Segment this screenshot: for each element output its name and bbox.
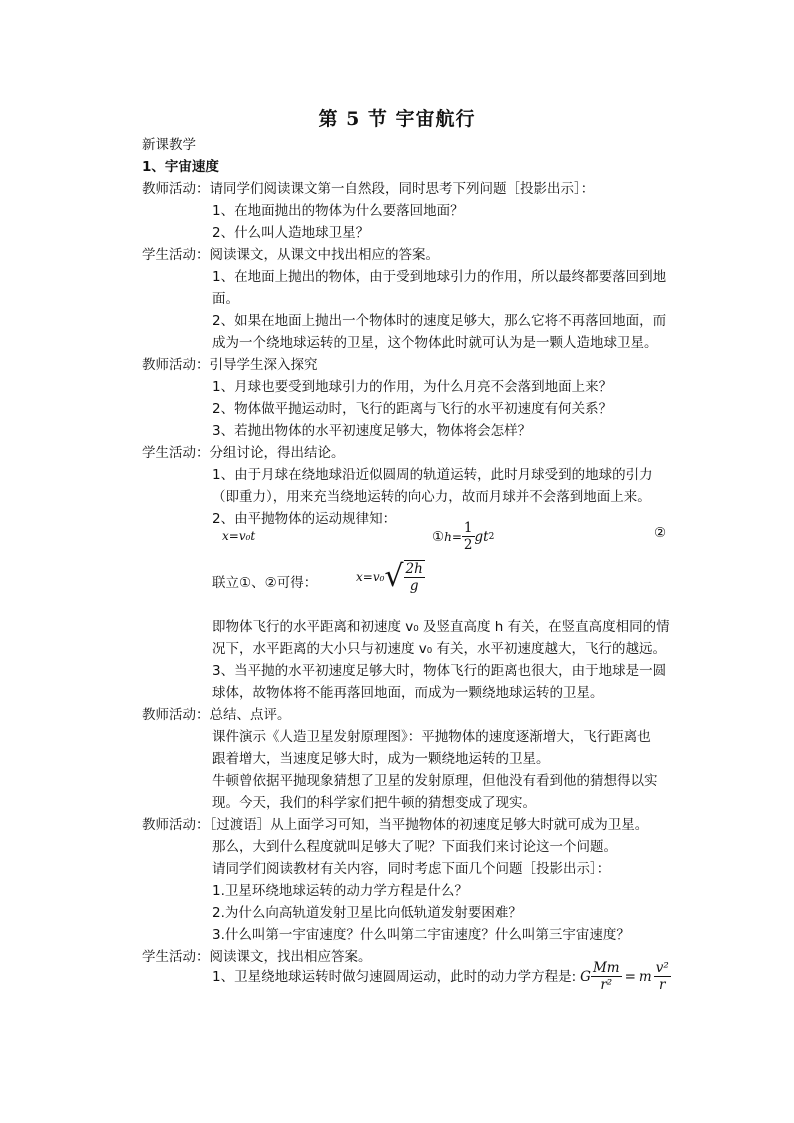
formula-x-sqrt <box>356 560 425 594</box>
teacher-activity: 教师活动：引导学生深入探究 <box>142 357 318 373</box>
paragraph-line: 那么，大到什么程度就叫足够大了呢？下面我们来讨论这一个问题。 <box>212 839 617 855</box>
equation-fraction-2 <box>654 960 671 993</box>
fraction-2-numerator: v² <box>655 960 669 976</box>
equation-g: G <box>580 968 591 985</box>
formula-marker-1: ① <box>432 528 445 545</box>
fraction-1-numerator: Mm <box>592 960 620 976</box>
student-activity: 学生活动：分组讨论，得出结论。 <box>142 445 345 461</box>
formula-fraction <box>462 520 475 553</box>
formula-gt: gt <box>474 528 489 545</box>
sqrt-body <box>404 560 425 594</box>
sqrt-fraction <box>404 561 425 594</box>
fraction-2-denominator: r <box>658 977 666 993</box>
question: 1.卫星环绕地球运转的动力学方程是什么？ <box>212 883 468 899</box>
formula-x-lhs: x=v₀ <box>356 570 385 584</box>
formula-h-lhs: h= <box>444 529 462 544</box>
answer-line: 2、如果在地面上抛出一个物体时的速度足够大，那么它将不再落回地面，而 <box>212 313 667 329</box>
equation-equals: = <box>624 968 636 985</box>
question: 1、月球也要受到地球引力的作用，为什么月亮不会落到地面上来？ <box>212 379 613 395</box>
question: 3.什么叫第一宇宙速度？什么叫第二宇宙速度？什么叫第三宇宙速度？ <box>212 927 630 943</box>
teacher-activity: 教师活动：请同学们阅读课文第一自然段，同时思考下列问题［投影出示］： <box>142 181 595 197</box>
question: 2、物体做平抛运动时，飞行的距离与飞行的水平初速度有何关系？ <box>212 401 613 417</box>
equation-text: 1、卫星绕地球运转时做匀速圆周运动，此时的动力学方程是: <box>212 968 577 985</box>
fraction-1-denominator: r² <box>600 977 613 993</box>
question: 1、在地面抛出的物体为什么要落回地面？ <box>212 203 464 219</box>
sqrt-numerator: 2h <box>405 561 423 577</box>
formula-h <box>432 520 494 553</box>
section-label: 新课教学 <box>142 137 196 153</box>
sqrt-symbol <box>384 560 424 594</box>
answer-line: 1、由于月球在绕地球沿近似圆周的轨道运转，此时月球受到的地球的引力 <box>212 467 653 483</box>
paragraph-line: 跟着增大，当速度足够大时，成为一颗绕地运转的卫星。 <box>212 751 550 767</box>
paragraph-line: 3、当平抛的水平初速度足够大时，物体飞行的距离也很大，由于地球是一圆 <box>212 663 667 679</box>
sqrt-denominator: g <box>409 578 419 594</box>
paragraph-line: 课件演示《人造卫星发射原理图》：平抛物体的速度逐渐增大，飞行距离也 <box>212 729 651 745</box>
answer-line: 1、在地面上抛出的物体，由于受到地球引力的作用，所以最终都要落回到地 <box>212 269 667 285</box>
question: 2.为什么向高轨道发射卫星比向低轨道发射要困难？ <box>212 905 522 921</box>
paragraph-line: 请同学们阅读教材有关内容，同时考虑下面几个问题［投影出示］： <box>212 861 611 877</box>
formula-marker-2: ② <box>654 525 667 541</box>
fraction-denominator: 2 <box>463 537 473 553</box>
page-title: 第 5 节 宇宙航行 <box>318 108 476 130</box>
fraction-numerator: 1 <box>463 520 473 536</box>
formula-x: x=v₀t <box>222 529 256 543</box>
formula-exponent: 2 <box>488 531 495 542</box>
dynamics-equation <box>212 960 671 993</box>
paragraph-line: 球体，故物体将不能再落回地面，而成为一颗绕地球运转的卫星。 <box>212 685 604 701</box>
question: 3、若抛出物体的水平初速度足够大，物体将会怎样？ <box>212 423 532 439</box>
section-heading: 1、宇宙速度 <box>142 159 219 175</box>
paragraph-line: 况下，水平距离的大小只与初速度 v₀ 有关，水平初速度越大，飞行的越远。 <box>212 641 666 657</box>
student-activity: 学生活动：阅读课文，从课文中找出相应的答案。 <box>142 247 439 263</box>
equation-m: m <box>638 968 652 985</box>
student-activity: 学生活动：阅读课文，找出相应答案。 <box>142 949 372 965</box>
teacher-activity: 教师活动：总结、点评。 <box>142 707 291 723</box>
equation-fraction-1 <box>591 960 622 993</box>
answer-line: （即重力），用来充当绕地运转的向心力，故而月球并不会落到地面上来。 <box>212 489 651 505</box>
paragraph-line: 牛顿曾依据平抛现象猜想了卫星的发射原理，但他没有看到他的猜想得以实 <box>212 773 658 789</box>
paragraph-line: 即物体飞行的水平距离和初速度 v₀ 及竖直高度 h 有关，在竖直高度相同的情 <box>212 619 670 635</box>
paragraph-line: 现。今天，我们的科学家们把牛顿的猜想变成了现实。 <box>212 795 536 811</box>
question: 2、什么叫人造地球卫星？ <box>212 225 370 241</box>
combine-label: 联立①、②可得： <box>212 575 318 591</box>
answer-line: 2、由平抛物体的运动规律知： <box>212 511 397 527</box>
radical-sign: √ <box>384 559 404 594</box>
answer-line: 成为一个绕地球运转的卫星，这个物体此时就可认为是一颗人造地球卫星。 <box>212 335 658 351</box>
answer-line: 面。 <box>212 291 239 307</box>
teacher-activity: 教师活动：［过渡语］从上面学习可知，当平抛物体的初速度足够大时就可成为卫星。 <box>142 817 649 833</box>
